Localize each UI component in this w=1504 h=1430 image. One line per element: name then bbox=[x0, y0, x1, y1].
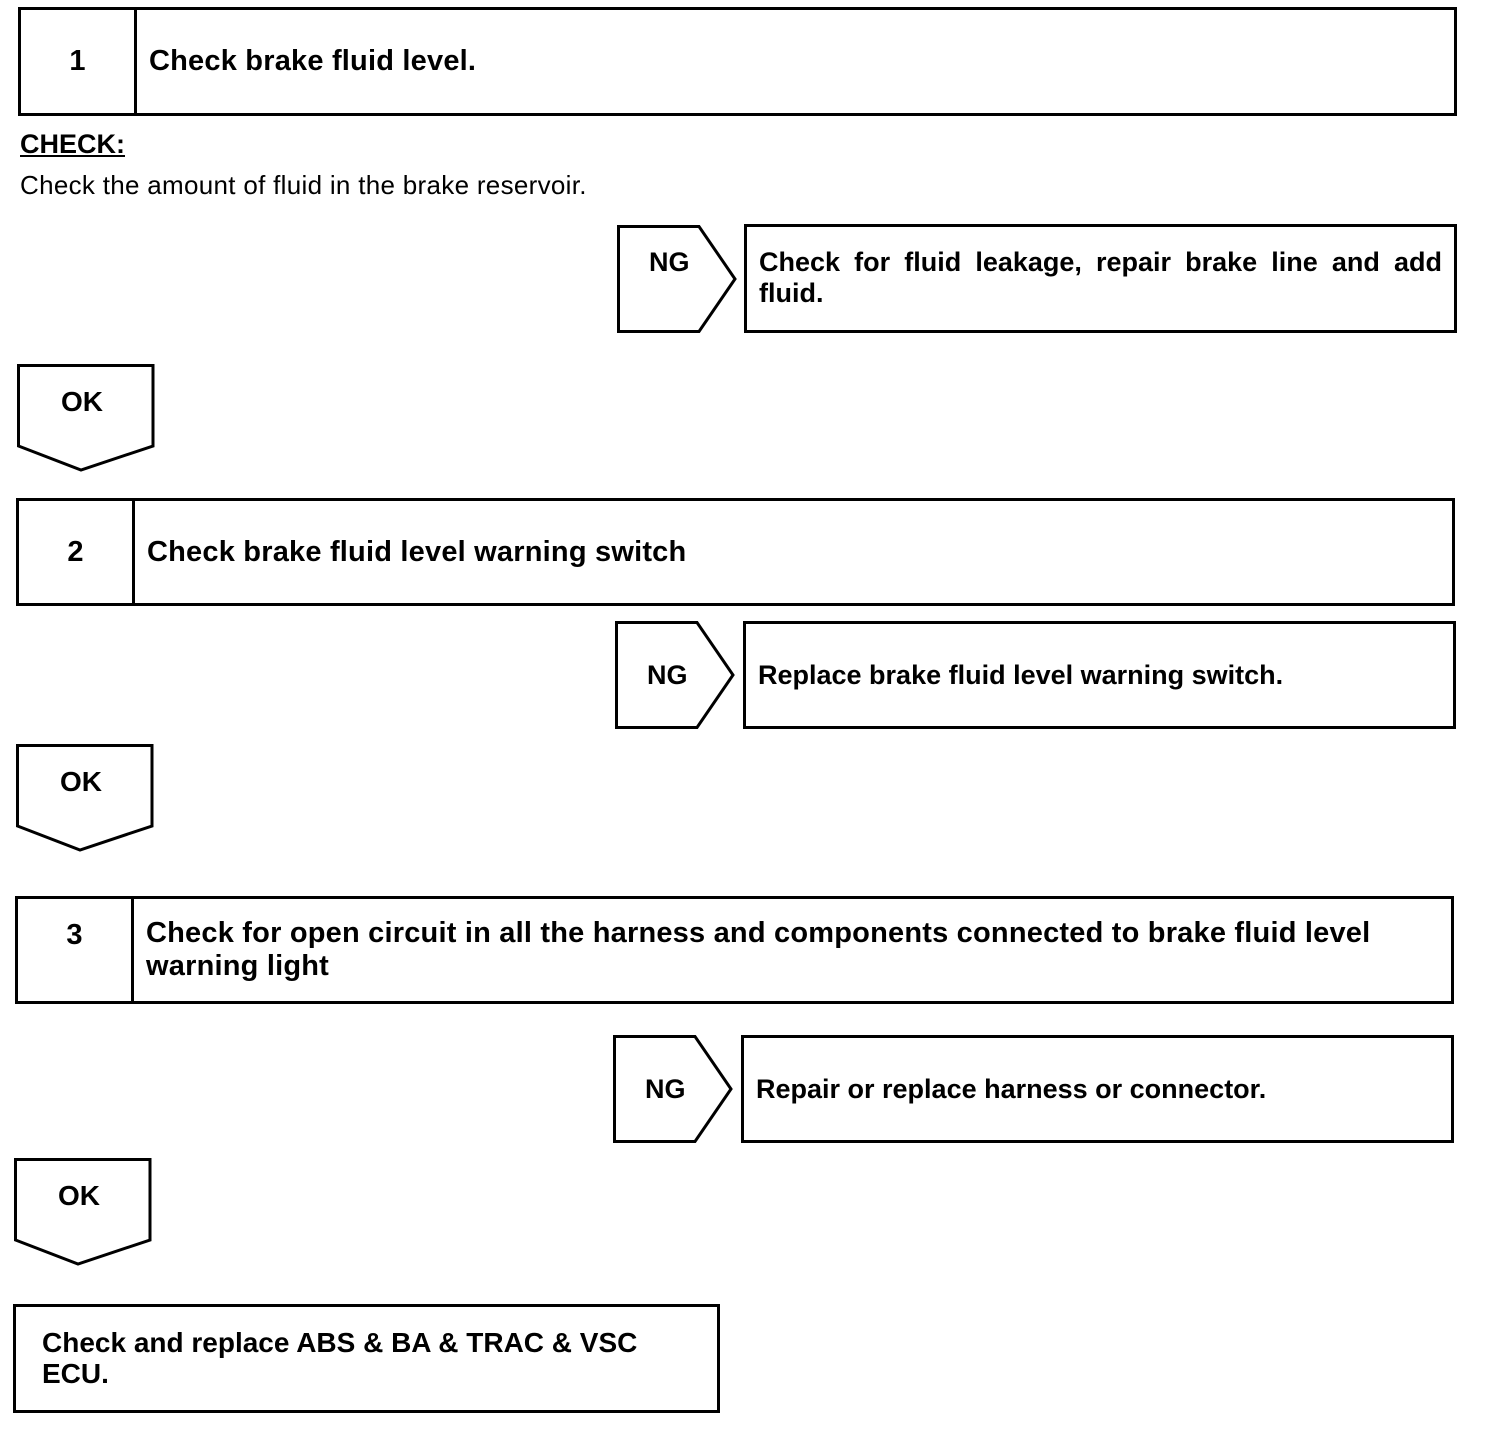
step-3-box bbox=[15, 896, 1454, 1004]
step-1-box bbox=[18, 7, 1457, 116]
step-1-ng-label: NG bbox=[649, 247, 690, 277]
final-action-box: Check and replace ABS & BA & TRAC & VSC ECU. bbox=[13, 1304, 720, 1413]
step-1-number: 1 bbox=[21, 10, 137, 113]
step-3-title: Check for open circuit in all the harness and components connected to brake fluid level warning light bbox=[146, 917, 1371, 982]
step-2-ng-arrow bbox=[615, 621, 737, 729]
step-2-ok-arrow bbox=[16, 744, 156, 854]
ok-arrow-shape-icon bbox=[17, 364, 157, 474]
ok-arrow-shape-icon bbox=[16, 744, 156, 854]
step-3-ok-arrow bbox=[14, 1158, 154, 1268]
step-1-ng-action: Check for fluid leakage, repair brake line and add fluid. bbox=[744, 224, 1457, 333]
step-1-check-text: Check the amount of fluid in the brake reservoir. bbox=[20, 170, 587, 200]
step-3-ng-action: Repair or replace harness or connector. bbox=[741, 1035, 1454, 1143]
step-2-ng-label: NG bbox=[647, 659, 688, 690]
step-1-ok-arrow bbox=[17, 364, 157, 474]
step-3-ng-label: NG bbox=[645, 1073, 686, 1104]
step-2-ng-action: Replace brake fluid level warning switch. bbox=[743, 621, 1456, 729]
step-2-number: 2 bbox=[19, 501, 135, 603]
step-1-ng-arrow bbox=[617, 225, 739, 333]
step-3-number: 3 bbox=[18, 899, 134, 1001]
step-3-ok-label: OK bbox=[58, 1180, 100, 1211]
step-1-ok-label: OK bbox=[61, 386, 103, 417]
step-2-title: Check brake fluid level warning switch bbox=[147, 535, 687, 568]
step-2-ok-label: OK bbox=[60, 766, 102, 797]
step-1-check-label: CHECK: bbox=[20, 129, 125, 159]
step-3-ng-arrow bbox=[613, 1035, 735, 1143]
step-2-box bbox=[16, 498, 1455, 606]
step-1-title: Check brake fluid level. bbox=[149, 45, 477, 77]
ok-arrow-shape-icon bbox=[14, 1158, 154, 1268]
